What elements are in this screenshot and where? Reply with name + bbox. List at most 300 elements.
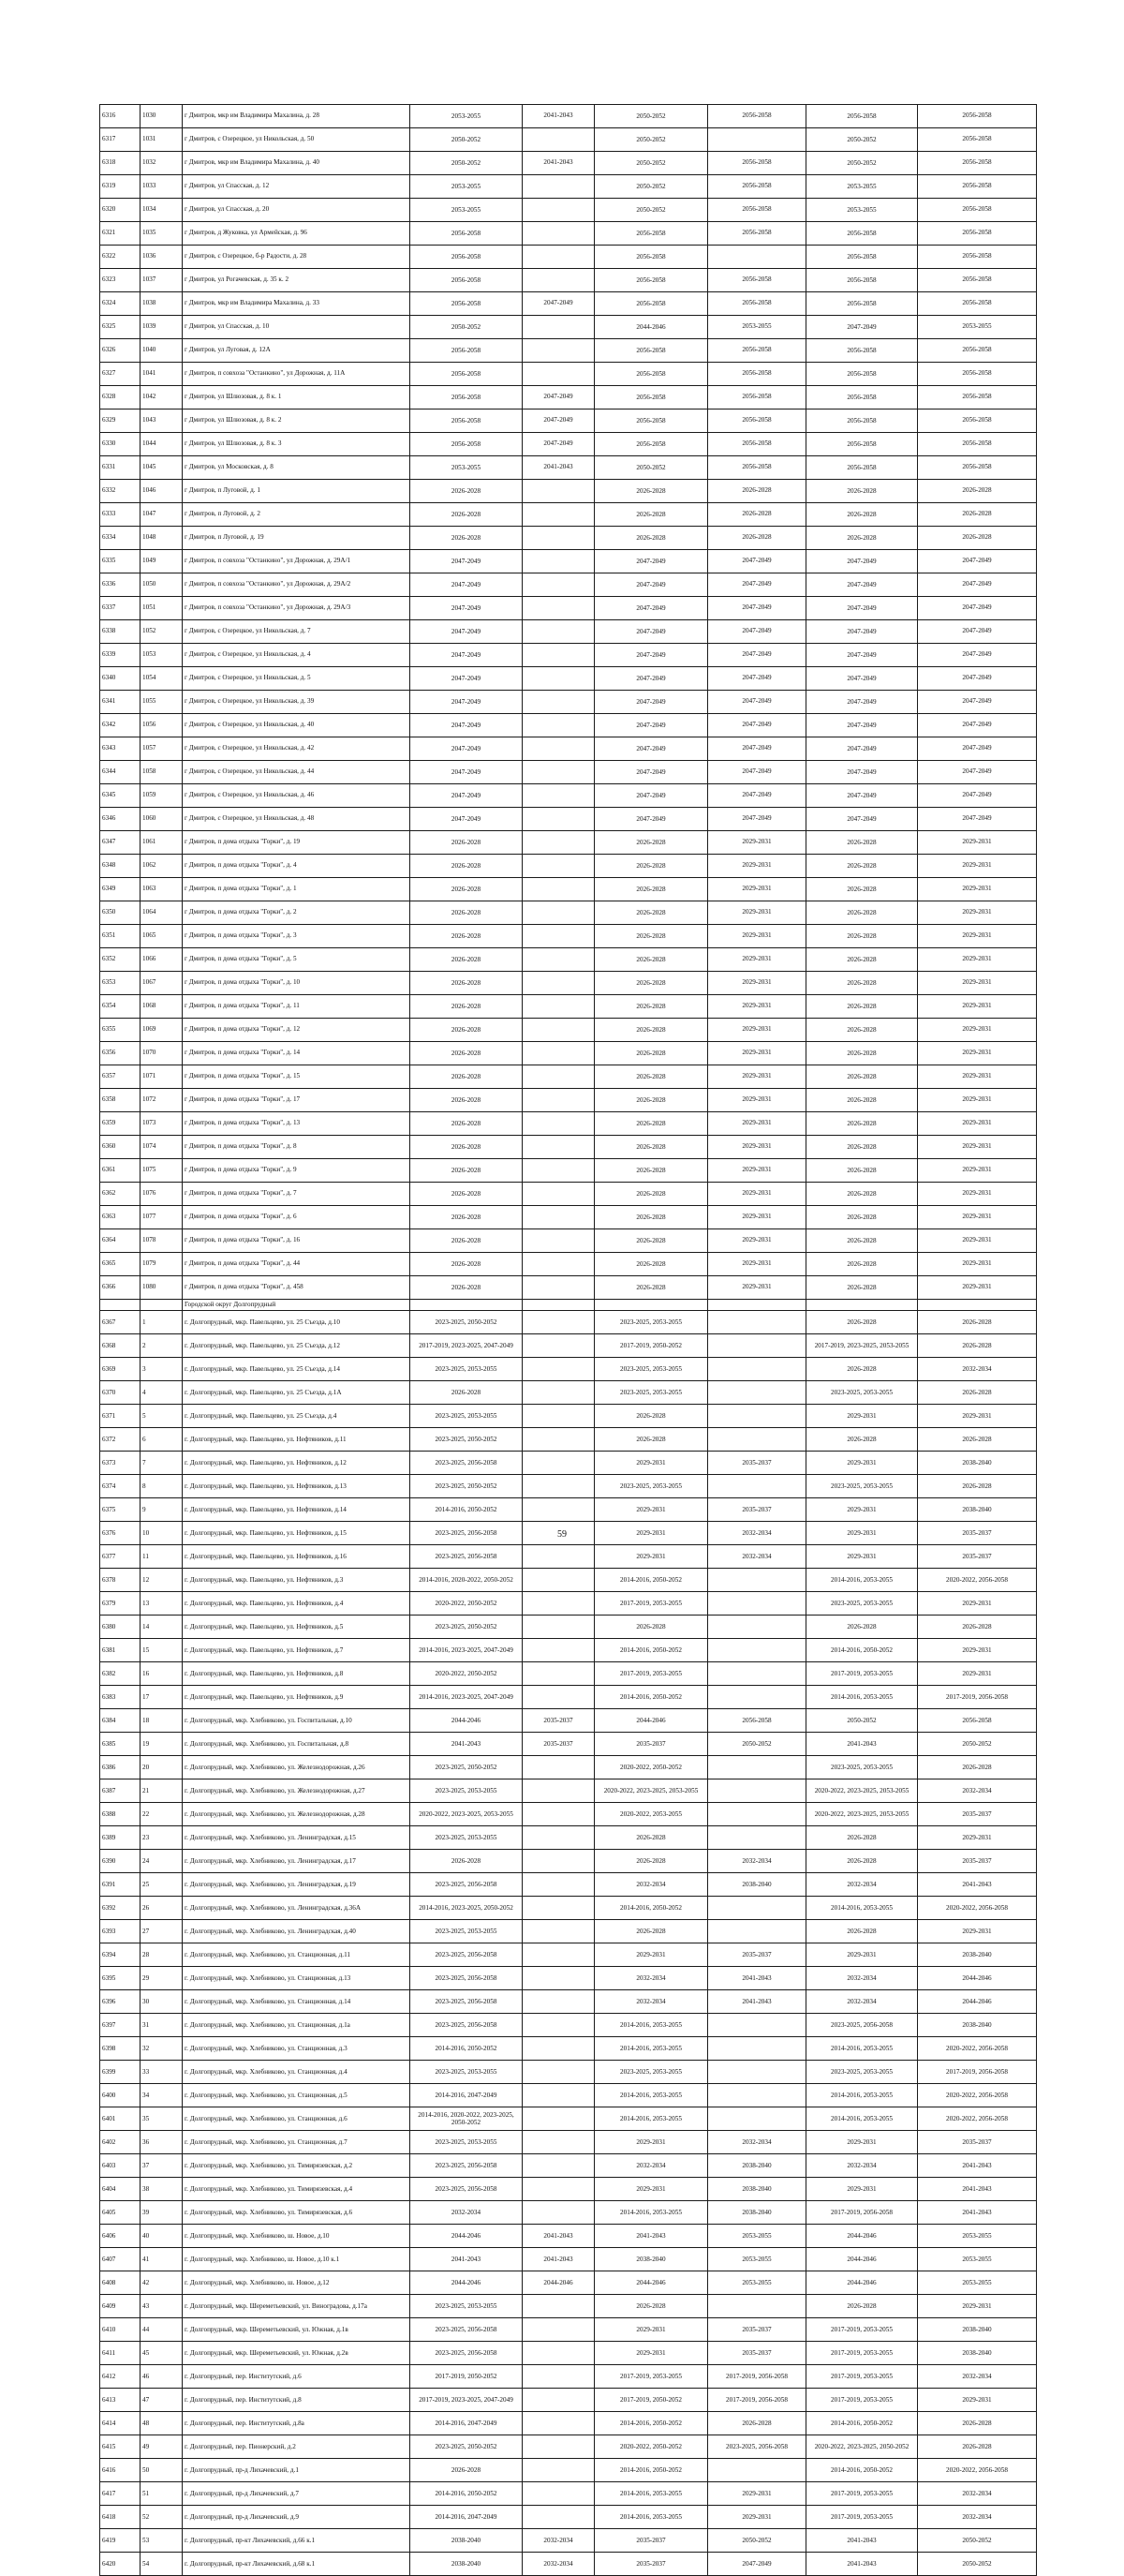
table-cell: г. Долгопрудный, мкр. Павельцево, ул. 25 Съезда, д.4 xyxy=(183,1405,410,1428)
table-row xyxy=(100,1276,1037,1300)
table-cell: 52 xyxy=(140,2506,183,2529)
table-cell: 2032-2034 xyxy=(806,1967,918,1990)
table-cell: 6360 xyxy=(100,1136,140,1159)
table-cell: 2026-2028 xyxy=(595,1616,708,1639)
table-row xyxy=(100,386,1037,409)
table-cell: г Дмитров, п дома отдыха "Горки", д. 1 xyxy=(183,878,410,901)
table-cell: 2023-2025, 2056-2058 xyxy=(410,1990,523,2014)
table-cell: 2023-2025, 2053-2055 xyxy=(410,1920,523,1943)
table-cell: Городской округ Долгопрудный xyxy=(183,1300,410,1311)
table-cell: 6338 xyxy=(100,620,140,644)
table-cell: 2056-2058 xyxy=(918,292,1037,316)
table-cell: 2014-2016, 2050-2052 xyxy=(806,2459,918,2482)
table-cell: 2047-2049 xyxy=(595,573,708,597)
table-cell: г Дмитров, п дома отдыха "Горки", д. 5 xyxy=(183,948,410,972)
table-cell: 2023-2025, 2053-2055 xyxy=(595,1475,708,1498)
table-cell: 6356 xyxy=(100,1042,140,1065)
table-cell: 2056-2058 xyxy=(410,409,523,433)
table-cell: 2050-2052 xyxy=(918,1733,1037,1756)
table-cell: 2029-2031 xyxy=(918,948,1037,972)
table-cell: 2017-2019, 2053-2055 xyxy=(806,1662,918,1686)
table-cell: 1041 xyxy=(140,363,183,386)
table-cell: 2056-2058 xyxy=(806,105,918,128)
table-cell: 6380 xyxy=(100,1616,140,1639)
table-cell: 2014-2016, 2053-2055 xyxy=(595,2037,708,2061)
table-cell: 6373 xyxy=(100,1452,140,1475)
table-cell: г. Долгопрудный, мкр. Хлебниково, ул. Ленинградская, д.17 xyxy=(183,1850,410,1873)
table-cell: 2026-2028 xyxy=(806,1920,918,1943)
table-cell: 2026-2028 xyxy=(410,503,523,527)
table-cell: 2023-2025, 2056-2058 xyxy=(410,1522,523,1545)
table-cell: 2029-2031 xyxy=(708,1206,806,1229)
table-cell: 6406 xyxy=(100,2225,140,2248)
table-cell: г Дмитров, с Озерецкое, ул Никольская, д. 46 xyxy=(183,784,410,808)
table-cell xyxy=(523,316,595,339)
table-cell: 2017-2019, 2050-2052 xyxy=(410,2365,523,2389)
table-cell: 6346 xyxy=(100,808,140,831)
table-cell: 2053-2055 xyxy=(410,105,523,128)
table-cell: г. Долгопрудный, мкр. Павельцево, ул. Нефтяников, д.8 xyxy=(183,1662,410,1686)
table-cell: 6389 xyxy=(100,1826,140,1850)
table-cell: 6401 xyxy=(100,2107,140,2131)
table-cell xyxy=(523,1873,595,1897)
table-cell xyxy=(708,1779,806,1803)
table-cell: 2020-2022, 2056-2058 xyxy=(918,2084,1037,2107)
table-cell xyxy=(708,2459,806,2482)
table-row xyxy=(100,1873,1037,1897)
table-cell: 2047-2049 xyxy=(595,597,708,620)
table-row xyxy=(100,175,1037,199)
table-cell: 2029-2031 xyxy=(806,2178,918,2201)
table-cell: 2056-2058 xyxy=(410,269,523,292)
table-cell: 2047-2049 xyxy=(708,620,806,644)
table-cell: 2047-2049 xyxy=(708,573,806,597)
table-cell: 2026-2028 xyxy=(918,2412,1037,2435)
table-cell: 2053-2055 xyxy=(708,2225,806,2248)
table-cell: 2050-2052 xyxy=(595,175,708,199)
table-cell: 6341 xyxy=(100,691,140,714)
table-row xyxy=(100,433,1037,456)
table-cell: 2023-2025, 2050-2052 xyxy=(410,1475,523,1498)
table-cell xyxy=(523,737,595,761)
table-cell xyxy=(708,1803,806,1826)
table-row xyxy=(100,2459,1037,2482)
table-cell: 2047-2049 xyxy=(410,784,523,808)
table-cell: 6342 xyxy=(100,714,140,737)
table-cell xyxy=(523,550,595,573)
table-row xyxy=(100,2482,1037,2506)
table-cell: 6376 xyxy=(100,1522,140,1545)
table-cell: 18 xyxy=(140,1709,183,1733)
table-cell: 2044-2046 xyxy=(523,2271,595,2295)
table-cell: 2017-2019, 2053-2055 xyxy=(595,1662,708,1686)
table-cell: 2038-2040 xyxy=(918,2318,1037,2342)
table-cell xyxy=(708,1639,806,1662)
table-cell: 6335 xyxy=(100,550,140,573)
table-cell: 2053-2055 xyxy=(708,2271,806,2295)
table-cell: 2050-2052 xyxy=(595,128,708,152)
table-cell: 2035-2037 xyxy=(918,1803,1037,1826)
table-cell: 2047-2049 xyxy=(918,714,1037,737)
table-cell: 2023-2025, 2056-2058 xyxy=(806,2014,918,2037)
table-cell: 2029-2031 xyxy=(595,1522,708,1545)
table-cell: 2044-2046 xyxy=(595,2271,708,2295)
table-cell xyxy=(523,1639,595,1662)
table-cell: 2047-2049 xyxy=(595,644,708,667)
table-cell xyxy=(523,2014,595,2037)
table-row xyxy=(100,784,1037,808)
table-cell: 27 xyxy=(140,1920,183,1943)
table-cell: 2029-2031 xyxy=(708,1276,806,1300)
table-cell: 2056-2058 xyxy=(595,269,708,292)
table-cell: 6411 xyxy=(100,2342,140,2365)
table-cell: 2014-2016, 2050-2052 xyxy=(595,2459,708,2482)
table-cell: 30 xyxy=(140,1990,183,2014)
table-cell: 2047-2049 xyxy=(918,620,1037,644)
table-cell: 2029-2031 xyxy=(595,1498,708,1522)
table-cell: 29 xyxy=(140,1967,183,1990)
table-cell: 6395 xyxy=(100,1967,140,1990)
table-cell xyxy=(523,1159,595,1183)
table-cell: 2023-2025, 2050-2052 xyxy=(410,1311,523,1334)
table-cell: 39 xyxy=(140,2201,183,2225)
table-cell: 2014-2016, 2047-2049 xyxy=(410,2412,523,2435)
table-cell: 2026-2028 xyxy=(806,1042,918,1065)
table-cell: г Дмитров, с Озерецкое, ул Никольская, д. 42 xyxy=(183,737,410,761)
table-row xyxy=(100,1897,1037,1920)
table-cell: 2020-2022, 2056-2058 xyxy=(918,1569,1037,1592)
table-row xyxy=(100,222,1037,246)
table-cell: 1030 xyxy=(140,105,183,128)
table-cell: 1034 xyxy=(140,199,183,222)
table-row xyxy=(100,1639,1037,1662)
table-cell: 6363 xyxy=(100,1206,140,1229)
table-cell xyxy=(523,901,595,925)
repair-schedule-table xyxy=(99,104,1037,2576)
table-cell: 2014-2016, 2050-2052 xyxy=(410,2037,523,2061)
table-cell: 2029-2031 xyxy=(918,972,1037,995)
table-cell: г Дмитров, ул Московская, д. 8 xyxy=(183,456,410,480)
table-row xyxy=(100,152,1037,175)
table-cell: 2035-2037 xyxy=(595,2529,708,2553)
table-cell: 1058 xyxy=(140,761,183,784)
table-cell: 2047-2049 xyxy=(595,714,708,737)
table-row xyxy=(100,2506,1037,2529)
table-cell: г. Долгопрудный, мкр. Хлебниково, ул. Госпитальная, д.10 xyxy=(183,1709,410,1733)
table-cell xyxy=(708,1592,806,1616)
table-row xyxy=(100,761,1037,784)
table-cell: 2026-2028 xyxy=(806,1826,918,1850)
table-cell: 2041-2043 xyxy=(410,1733,523,1756)
table-row xyxy=(100,1452,1037,1475)
table-cell: 1062 xyxy=(140,855,183,878)
table-cell: 2017-2019, 2053-2055 xyxy=(806,2318,918,2342)
table-row xyxy=(100,292,1037,316)
table-cell: г Дмитров, ул Спасская, д. 12 xyxy=(183,175,410,199)
table-row xyxy=(100,2435,1037,2459)
table-cell: 2014-2016, 2050-2052 xyxy=(410,1498,523,1522)
table-cell: г. Долгопрудный, пр-д Лихачевский, д.1 xyxy=(183,2459,410,2482)
table-cell: г Дмитров, п дома отдыха "Горки", д. 10 xyxy=(183,972,410,995)
table-cell: 2056-2058 xyxy=(918,456,1037,480)
table-cell: 32 xyxy=(140,2037,183,2061)
table-cell: г Дмитров, с Озерецкое, ул Никольская, д. 5 xyxy=(183,667,410,691)
table-cell: 2014-2016, 2050-2052 xyxy=(806,2412,918,2435)
table-row xyxy=(100,1920,1037,1943)
table-cell xyxy=(523,573,595,597)
table-cell: 2047-2049 xyxy=(918,597,1037,620)
table-cell: 2044-2046 xyxy=(918,1967,1037,1990)
table-cell: 6393 xyxy=(100,1920,140,1943)
table-cell: 2020-2022, 2056-2058 xyxy=(918,1897,1037,1920)
table-cell: 2044-2046 xyxy=(806,2225,918,2248)
table-cell: 2026-2028 xyxy=(410,1850,523,1873)
table-cell: 1035 xyxy=(140,222,183,246)
table-cell: 2014-2016, 2053-2055 xyxy=(595,2014,708,2037)
table-cell: 2050-2052 xyxy=(595,199,708,222)
table-cell: г Дмитров, п дома отдыха "Горки", д. 9 xyxy=(183,1159,410,1183)
table-row xyxy=(100,1592,1037,1616)
table-cell: 6368 xyxy=(100,1334,140,1358)
table-cell: 2029-2031 xyxy=(806,2131,918,2154)
table-cell: 2047-2049 xyxy=(410,620,523,644)
table-cell: 2029-2031 xyxy=(708,1112,806,1136)
table-cell: 2020-2022, 2050-2052 xyxy=(595,1756,708,1779)
table-cell: г Дмитров, д Жуковка, ул Армейская, д. 96 xyxy=(183,222,410,246)
table-cell: 2026-2028 xyxy=(410,1042,523,1065)
table-cell xyxy=(523,1756,595,1779)
table-cell: 6349 xyxy=(100,878,140,901)
table-cell: 2056-2058 xyxy=(410,222,523,246)
table-cell xyxy=(523,714,595,737)
table-cell: 2035-2037 xyxy=(708,1452,806,1475)
table-cell xyxy=(523,1662,595,1686)
table-cell: 2047-2049 xyxy=(410,761,523,784)
table-cell: г Дмитров, ул Шлюзовая, д. 8 к. 1 xyxy=(183,386,410,409)
table-cell xyxy=(523,1042,595,1065)
table-cell: г Дмитров, п дома отдыха "Горки", д. 11 xyxy=(183,995,410,1019)
table-cell: 6385 xyxy=(100,1733,140,1756)
table-row xyxy=(100,105,1037,128)
table-cell: 6384 xyxy=(100,1709,140,1733)
table-cell: 2026-2028 xyxy=(410,1159,523,1183)
table-cell: 6409 xyxy=(100,2295,140,2318)
table-cell xyxy=(523,2201,595,2225)
table-cell: 2032-2034 xyxy=(918,1779,1037,1803)
table-cell: 6388 xyxy=(100,1803,140,1826)
table-cell: 2026-2028 xyxy=(918,1616,1037,1639)
table-cell: 2029-2031 xyxy=(708,2506,806,2529)
table-cell: 2017-2019, 2056-2058 xyxy=(918,1686,1037,1709)
table-cell: 2044-2046 xyxy=(410,2225,523,2248)
table-cell: 2053-2055 xyxy=(410,175,523,199)
table-cell: г Дмитров, с Озерецкое, ул Никольская, д. 44 xyxy=(183,761,410,784)
table-cell: 5 xyxy=(140,1405,183,1428)
table-row xyxy=(100,1183,1037,1206)
table-cell: 2056-2058 xyxy=(595,292,708,316)
table-cell: 2029-2031 xyxy=(806,1498,918,1522)
table-cell: 2026-2028 xyxy=(595,1089,708,1112)
table-cell: г Дмитров, п совхоза "Останкино", ул Дорожная, д. 29А/3 xyxy=(183,597,410,620)
table-cell: 2047-2049 xyxy=(708,761,806,784)
table-cell: 2026-2028 xyxy=(806,878,918,901)
table-cell: 2029-2031 xyxy=(918,1920,1037,1943)
table-cell: 15 xyxy=(140,1639,183,1662)
table-cell: 2026-2028 xyxy=(595,1042,708,1065)
table-cell xyxy=(523,2131,595,2154)
table-cell: 2029-2031 xyxy=(918,831,1037,855)
table-cell: 2038-2040 xyxy=(410,2529,523,2553)
table-cell: 6361 xyxy=(100,1159,140,1183)
table-cell: 2047-2049 xyxy=(806,784,918,808)
table-cell: 2 xyxy=(140,1334,183,1358)
table-cell: г Дмитров, п Луговой, д. 19 xyxy=(183,527,410,550)
table-cell: 2029-2031 xyxy=(806,1545,918,1569)
table-cell: 22 xyxy=(140,1803,183,1826)
table-cell: 2029-2031 xyxy=(708,995,806,1019)
table-cell: г. Долгопрудный, мкр. Хлебниково, ул. Ленинградская, д.40 xyxy=(183,1920,410,1943)
table-cell xyxy=(523,1358,595,1381)
table-cell: 2047-2049 xyxy=(806,620,918,644)
table-cell: 2041-2043 xyxy=(918,1873,1037,1897)
table-cell: 2047-2049 xyxy=(918,808,1037,831)
table-cell: 2026-2028 xyxy=(410,831,523,855)
table-cell: 2026-2028 xyxy=(410,1229,523,1253)
table-row xyxy=(100,2225,1037,2248)
table-cell: 2038-2040 xyxy=(708,2201,806,2225)
table-cell: 2029-2031 xyxy=(918,2389,1037,2412)
table-cell: 1063 xyxy=(140,878,183,901)
table-row xyxy=(100,1253,1037,1276)
table-cell: 2047-2049 xyxy=(410,667,523,691)
table-cell: 6339 xyxy=(100,644,140,667)
table-cell: 6324 xyxy=(100,292,140,316)
table-cell: 2029-2031 xyxy=(708,972,806,995)
table-cell: 2020-2022, 2023-2025, 2050-2052 xyxy=(806,2435,918,2459)
table-cell: 2056-2058 xyxy=(918,199,1037,222)
table-cell: 2017-2019, 2053-2055 xyxy=(806,2389,918,2412)
table-cell: 6321 xyxy=(100,222,140,246)
table-cell: г Дмитров, ул Спасская, д. 20 xyxy=(183,199,410,222)
table-cell xyxy=(708,128,806,152)
table-cell: 2026-2028 xyxy=(918,2435,1037,2459)
table-cell: 2023-2025, 2056-2058 xyxy=(410,1545,523,1569)
table-cell: 6336 xyxy=(100,573,140,597)
table-cell: 6417 xyxy=(100,2482,140,2506)
table-cell: 2032-2034 xyxy=(918,2506,1037,2529)
table-cell: 6330 xyxy=(100,433,140,456)
table-cell: 2026-2028 xyxy=(806,527,918,550)
table-cell: 6366 xyxy=(100,1276,140,1300)
table-row xyxy=(100,948,1037,972)
table-cell: 6319 xyxy=(100,175,140,199)
table-cell: г Дмитров, ул Шлюзовая, д. 8 к. 3 xyxy=(183,433,410,456)
table-cell: 41 xyxy=(140,2248,183,2271)
table-cell: 6383 xyxy=(100,1686,140,1709)
table-cell xyxy=(523,2107,595,2131)
table-cell xyxy=(523,1065,595,1089)
table-cell: г Дмитров, п дома отдыха "Горки", д. 12 xyxy=(183,1019,410,1042)
table-cell: 2056-2058 xyxy=(708,409,806,433)
table-row xyxy=(100,1065,1037,1089)
table-cell xyxy=(523,2178,595,2201)
table-cell: 2032-2034 xyxy=(708,1545,806,1569)
table-cell: г Дмитров, с Озерецкое, ул Никольская, д. 40 xyxy=(183,714,410,737)
table-cell xyxy=(523,1276,595,1300)
table-cell: 2020-2022, 2023-2025, 2053-2055 xyxy=(806,1779,918,1803)
table-cell xyxy=(523,761,595,784)
table-cell xyxy=(523,1990,595,2014)
table-cell: 2026-2028 xyxy=(708,480,806,503)
table-cell: 1080 xyxy=(140,1276,183,1300)
table-cell: 2023-2025, 2050-2052 xyxy=(410,1428,523,1452)
table-cell: 2053-2055 xyxy=(918,316,1037,339)
table-cell: 6365 xyxy=(100,1253,140,1276)
table-cell: 2032-2034 xyxy=(918,1358,1037,1381)
table-cell: 2056-2058 xyxy=(918,1709,1037,1733)
table-row xyxy=(100,1709,1037,1733)
table-cell xyxy=(523,128,595,152)
table-cell: 2023-2025, 2056-2058 xyxy=(410,2342,523,2365)
table-cell: 2047-2049 xyxy=(595,761,708,784)
table-row xyxy=(100,269,1037,292)
table-row xyxy=(100,1136,1037,1159)
table-cell: 2056-2058 xyxy=(918,175,1037,199)
table-cell: 35 xyxy=(140,2107,183,2131)
table-cell: 2014-2016, 2050-2052 xyxy=(595,1897,708,1920)
table-cell: 2032-2034 xyxy=(708,1850,806,1873)
table-cell: г Дмитров, мкр им Владимира Махалина, д. 28 xyxy=(183,105,410,128)
table-cell: 2041-2043 xyxy=(806,2529,918,2553)
table-cell: 2053-2055 xyxy=(410,199,523,222)
table-cell: 2032-2034 xyxy=(918,2482,1037,2506)
table-cell: 6327 xyxy=(100,363,140,386)
table-cell: 2047-2049 xyxy=(708,597,806,620)
table-cell: 33 xyxy=(140,2061,183,2084)
table-cell: 43 xyxy=(140,2295,183,2318)
table-cell: 2026-2028 xyxy=(806,1358,918,1381)
table-cell: 6325 xyxy=(100,316,140,339)
table-cell xyxy=(523,503,595,527)
table-cell: 2014-2016, 2053-2055 xyxy=(595,2084,708,2107)
table-row xyxy=(100,1428,1037,1452)
table-cell: 2020-2022, 2050-2052 xyxy=(595,2435,708,2459)
table-cell: 2026-2028 xyxy=(595,2295,708,2318)
table-cell: 2014-2016, 2053-2055 xyxy=(595,2201,708,2225)
table-cell: 2047-2049 xyxy=(410,597,523,620)
table-cell: 2056-2058 xyxy=(806,339,918,363)
table-cell: 6391 xyxy=(100,1873,140,1897)
table-cell: 2047-2049 xyxy=(806,691,918,714)
table-cell: 1052 xyxy=(140,620,183,644)
table-cell: 2047-2049 xyxy=(918,761,1037,784)
table-cell: 2047-2049 xyxy=(595,667,708,691)
table-cell xyxy=(523,1334,595,1358)
table-row xyxy=(100,972,1037,995)
table-cell: г. Долгопрудный, мкр. Хлебниково, ул. Железнодорожная, д.27 xyxy=(183,1779,410,1803)
table-cell: 31 xyxy=(140,2014,183,2037)
table-row xyxy=(100,737,1037,761)
table-cell: 6340 xyxy=(100,667,140,691)
table-cell: 2026-2028 xyxy=(806,831,918,855)
table-cell: 6331 xyxy=(100,456,140,480)
table-cell xyxy=(523,175,595,199)
table-cell: 2023-2025, 2056-2058 xyxy=(410,1873,523,1897)
table-cell: 2047-2049 xyxy=(708,784,806,808)
table-cell: 2026-2028 xyxy=(806,503,918,527)
table-cell: 2047-2049 xyxy=(595,620,708,644)
table-cell: г. Долгопрудный, пр-кт Лихачевский, д.68 к.1 xyxy=(183,2553,410,2576)
